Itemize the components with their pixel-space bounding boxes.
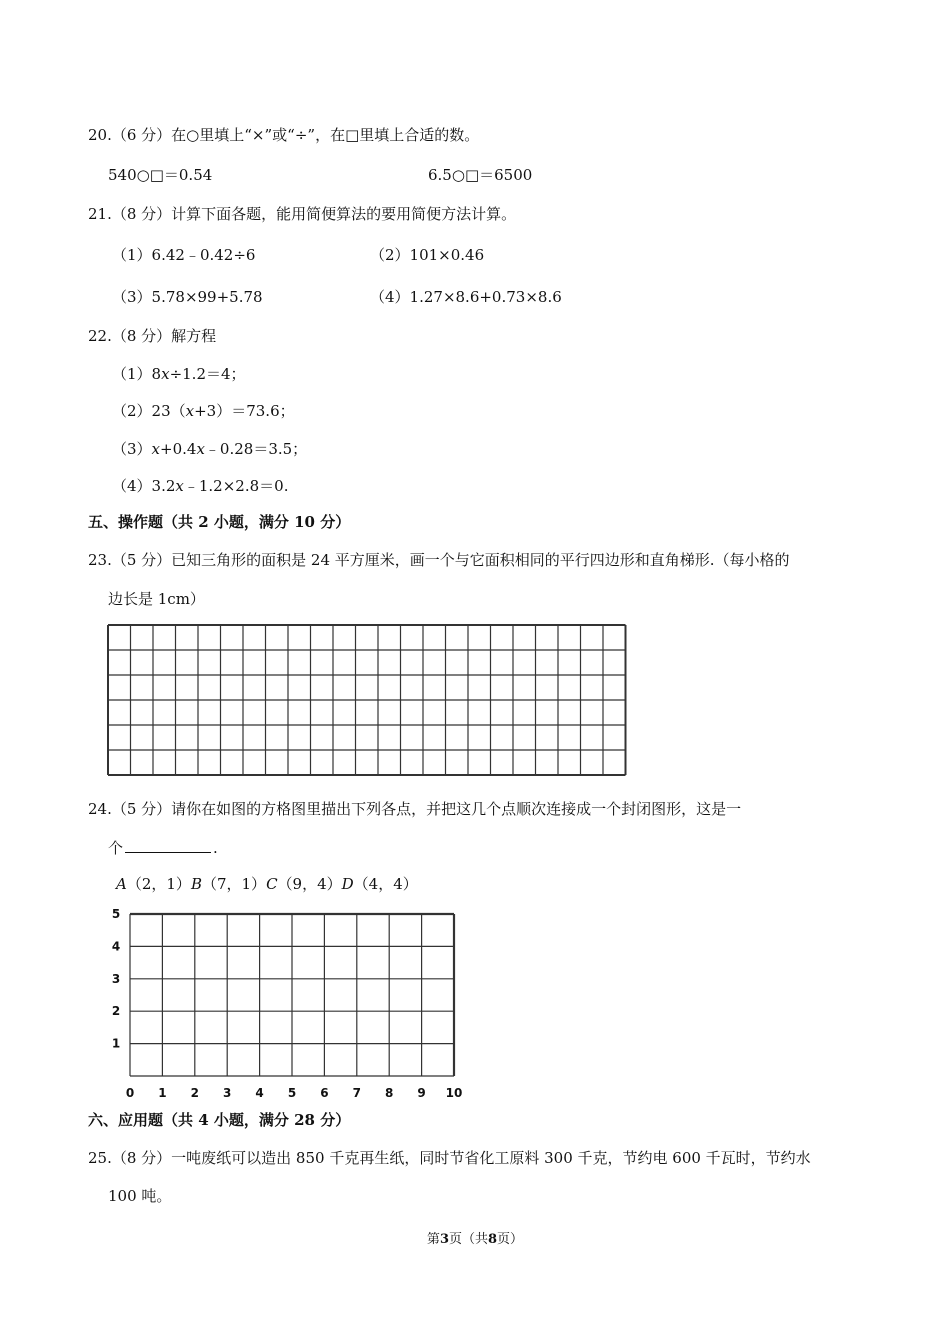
page-footer: 第3页（共8页） [426,1232,524,1247]
x-tick-label: 0 [125,1086,135,1100]
q23-line-1: 23.（5 分）已知三角形的面积是 24 平方厘米，画一个与它面积相同的平行四边形和直角梯形.（每小格的 [88,551,790,569]
x-tick-label: 1 [158,1086,167,1100]
q20-part-b: 6.5○□＝6500 [428,166,533,184]
q22-title: 22.（8 分）解方程 [88,327,217,345]
q22-part-2: （2）23（x+3）＝73.6； [112,402,295,420]
x-tick-label: 8 [385,1086,394,1100]
q21-title: 21.（8 分）计算下面各题，能用简便算法的要用简便方法计算。 [88,205,517,223]
q23-line-2: 边长是 1cm） [108,590,205,608]
y-tick-label: 5 [111,907,121,921]
x-tick-label: 2 [190,1086,199,1100]
y-tick-label: 2 [111,1004,121,1019]
x-tick-label: 4 [255,1086,264,1100]
q21-part-1: （1）6.42﹣0.42÷6 [112,246,256,264]
y-tick-label: 4 [111,939,121,954]
q21-part-4: （4）1.27×8.6+0.73×8.6 [370,288,562,306]
q20-part-a: 540○□＝0.54 [108,166,213,184]
x-tick-label: 10 [445,1086,463,1100]
q20-title: 20.（6 分）在○里填上“×”或“÷”，在□里填上合适的数。 [88,126,480,144]
q22-part-1: （1）8x÷1.2＝4； [112,365,246,383]
q22-part-4: （4）3.2x﹣1.2×2.8＝0. [112,477,289,495]
q23-square-grid [105,622,629,778]
y-tick-label: 3 [111,971,121,986]
answer-blank[interactable] [125,838,211,853]
q21-part-2: （2）101×0.46 [370,246,485,264]
q25-line-1: 25.（8 分）一吨废纸可以造出 850 千克再生纸，同时节省化工原料 300 千克，节约电 600 千瓦时，节约水 [88,1149,811,1167]
q24-points: A（2，1）B（7，1）C（9，4）D（4，4） [116,875,418,893]
y-tick-label: 1 [111,1036,121,1051]
section-6-heading: 六、应用题（共 4 小题，满分 28 分） [88,1111,351,1129]
x-tick-label: 3 [223,1086,232,1100]
q22-part-3: （3）x+0.4x﹣0.28＝3.5； [112,440,308,458]
q24-line-1: 24.（5 分）请你在如图的方格图里描出下列各点，并把这几个点顺次连接成一个封闭图形，这是一 [88,800,742,818]
x-tick-label: 6 [320,1086,329,1100]
section-5-heading: 五、操作题（共 2 小题，满分 10 分） [88,513,351,531]
x-tick-label: 5 [287,1086,297,1100]
x-tick-label: 7 [352,1086,361,1100]
q25-line-2: 100 吨。 [108,1187,172,1205]
q21-part-3: （3）5.78×99+5.78 [112,288,263,306]
q24-coordinate-grid [100,900,480,1100]
x-tick-label: 9 [417,1086,426,1100]
q24-line-2: 个 . [108,839,218,857]
